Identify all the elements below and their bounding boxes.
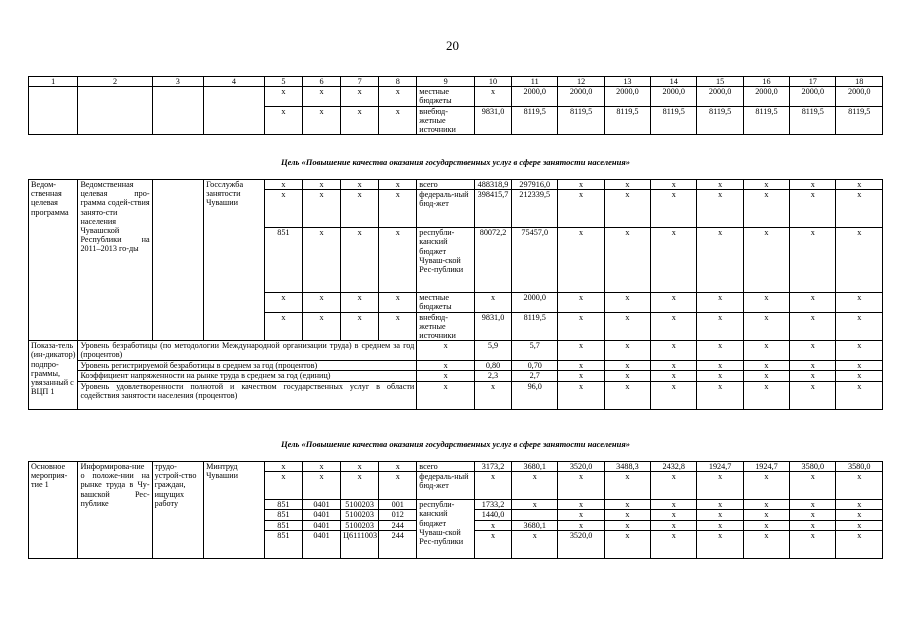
empty-cell — [29, 87, 78, 135]
cell: х — [743, 361, 789, 371]
page-number: 20 — [446, 38, 459, 53]
cell: х — [379, 106, 417, 135]
cell: х — [743, 228, 789, 293]
header-cell: 13 — [604, 77, 650, 87]
empty-cell — [152, 180, 204, 341]
cell: х — [790, 510, 836, 520]
cell: х — [743, 500, 789, 510]
cell: х — [743, 472, 789, 500]
cell: 96,0 — [512, 381, 558, 409]
cell: х — [697, 510, 743, 520]
cell: х — [604, 500, 650, 510]
cell: х — [790, 500, 836, 510]
cell: 3680,1 — [512, 520, 558, 530]
cell: х — [697, 361, 743, 371]
cell: внебюд-жетные источники — [417, 106, 475, 135]
cell: х — [417, 341, 475, 361]
cell: 2000,0 — [836, 87, 883, 106]
cell: 851 — [264, 530, 302, 558]
cell: 1733,2 — [474, 500, 511, 510]
cell: 2000,0 — [604, 87, 650, 106]
cell: местные бюджеты — [417, 87, 475, 106]
cell: х — [697, 472, 743, 500]
cell: х — [790, 341, 836, 361]
cell: х — [341, 180, 379, 190]
cell: 2000,0 — [558, 87, 604, 106]
cell: х — [604, 228, 650, 293]
source-cell: всего — [417, 180, 475, 190]
header-cell: 4 — [204, 77, 265, 87]
executor-cell: Минтруд Чувашии — [204, 462, 265, 559]
cell: х — [836, 520, 883, 530]
cell: х — [697, 293, 743, 312]
cell: х — [697, 341, 743, 361]
cell: х — [697, 530, 743, 558]
cell: х — [651, 510, 697, 520]
cell: х — [558, 180, 604, 190]
cell: х — [836, 381, 883, 409]
cell: 5,9 — [474, 341, 511, 361]
program-name-cell: Ведомственная целевая про-грамма содей-ствия занято-сти населения Чувашской Республики на 2011–2013 го-ды — [78, 180, 152, 341]
cell: 012 — [379, 510, 417, 520]
cell: х — [474, 87, 511, 106]
header-row — [29, 77, 883, 87]
cell: 2,7 — [512, 371, 558, 381]
cell: х — [379, 472, 417, 500]
executor-cell: Госслужба занятости Чувашии — [204, 180, 265, 341]
cell: х — [474, 472, 511, 500]
cell: х — [743, 520, 789, 530]
cell: х — [474, 381, 511, 409]
header-cell: 16 — [743, 77, 789, 87]
cell: 488318,9 — [474, 180, 511, 190]
cell: х — [651, 293, 697, 312]
table-row — [29, 462, 883, 472]
cell: х — [697, 500, 743, 510]
table-main-measure — [28, 461, 883, 559]
cell: х — [790, 190, 836, 228]
cell: х — [790, 371, 836, 381]
cell: х — [651, 500, 697, 510]
cell: 3580,0 — [836, 462, 883, 472]
cell: х — [651, 472, 697, 500]
cell: 3488,3 — [604, 462, 650, 472]
cell: х — [512, 472, 558, 500]
cell: х — [474, 530, 511, 558]
cell: х — [302, 228, 340, 293]
cell: х — [417, 371, 475, 381]
cell: х — [264, 462, 302, 472]
cell: х — [651, 312, 697, 341]
cell: х — [264, 472, 302, 500]
cell: х — [836, 510, 883, 520]
cell: х — [341, 190, 379, 228]
cell: х — [379, 312, 417, 341]
cell: 5,7 — [512, 341, 558, 361]
cell: 851 — [264, 228, 302, 293]
cell: 851 — [264, 520, 302, 530]
cell: х — [302, 293, 340, 312]
cell: х — [651, 371, 697, 381]
cell: 2000,0 — [697, 87, 743, 106]
cell: 3520,0 — [558, 530, 604, 558]
cell: х — [558, 510, 604, 520]
cell: х — [474, 520, 511, 530]
cell: х — [341, 87, 379, 106]
cell: 8119,5 — [790, 106, 836, 135]
cell: х — [512, 500, 558, 510]
indicator-text-cell: Коэффициент напряженности на рынке труда в среднем за год (единиц) — [78, 371, 417, 381]
table-row — [29, 361, 883, 371]
cell: х — [264, 87, 302, 106]
cell: х — [417, 361, 475, 371]
header-cell: 5 — [264, 77, 302, 87]
cell: х — [417, 381, 475, 409]
cell: х — [558, 500, 604, 510]
cell: х — [264, 180, 302, 190]
cell: х — [790, 180, 836, 190]
goal-heading: Цель «Повышение качества оказания государственных услуг в сфере занятости населения» — [280, 157, 630, 167]
cell: х — [651, 530, 697, 558]
cell: х — [743, 312, 789, 341]
cell: 2000,0 — [790, 87, 836, 106]
cell: 0,80 — [474, 361, 511, 371]
cell: х — [302, 180, 340, 190]
cell — [512, 510, 558, 520]
cell: 5100203 — [341, 500, 379, 510]
cell: х — [836, 500, 883, 510]
cell: х — [697, 228, 743, 293]
cell: 851 — [264, 510, 302, 520]
cell: 0401 — [302, 500, 340, 510]
cell: 3520,0 — [558, 462, 604, 472]
cell: х — [604, 312, 650, 341]
table-continuation — [28, 76, 883, 135]
cell: х — [836, 190, 883, 228]
cell: 1924,7 — [697, 462, 743, 472]
header-cell: 6 — [302, 77, 340, 87]
cell: 3580,0 — [790, 462, 836, 472]
cell: х — [604, 530, 650, 558]
program-type-cell: Ведом-ственная целевая программа — [29, 180, 78, 341]
cell: 398415,7 — [474, 190, 511, 228]
cell: х — [697, 381, 743, 409]
header-cell: 11 — [512, 77, 558, 87]
table-row — [29, 341, 883, 361]
cell: 8119,5 — [604, 106, 650, 135]
cell: х — [743, 190, 789, 228]
measure-name-cell: Информирова-ние о положе-нии на рынке труда в Чу-вашской Рес-публике — [78, 462, 152, 559]
cell: х — [743, 530, 789, 558]
header-cell: 14 — [651, 77, 697, 87]
cell: х — [264, 312, 302, 341]
cell: 9831,0 — [474, 312, 511, 341]
cell: х — [651, 228, 697, 293]
cell: 2000,0 — [743, 87, 789, 106]
cell: х — [790, 472, 836, 500]
header-cell: 1 — [29, 77, 78, 87]
cell: х — [697, 180, 743, 190]
cell: 2000,0 — [512, 293, 558, 312]
cell: 0401 — [302, 520, 340, 530]
cell: х — [558, 293, 604, 312]
header-cell: 18 — [836, 77, 883, 87]
cell: х — [558, 371, 604, 381]
cell: х — [790, 312, 836, 341]
cell: х — [651, 180, 697, 190]
source-cell: всего — [417, 462, 475, 472]
cell: х — [790, 361, 836, 371]
cell: х — [264, 190, 302, 228]
cell: 8119,5 — [836, 106, 883, 135]
cell: х — [379, 87, 417, 106]
header-cell: 12 — [558, 77, 604, 87]
cell: х — [379, 293, 417, 312]
source-cell: федераль-ный бюд-жет — [417, 190, 475, 228]
cell: х — [302, 472, 340, 500]
cell: 244 — [379, 530, 417, 558]
cell: х — [604, 520, 650, 530]
cell: х — [743, 293, 789, 312]
cell: х — [341, 293, 379, 312]
cell: х — [558, 341, 604, 361]
goal-heading-2: Цель «Повышение качества оказания государственных услуг в сфере занятости населения» — [280, 439, 630, 449]
cell: 1924,7 — [743, 462, 789, 472]
cell: х — [302, 190, 340, 228]
cell: 5100203 — [341, 520, 379, 530]
cell: 9831,0 — [474, 106, 511, 135]
cell: 0,70 — [512, 361, 558, 371]
cell: х — [604, 361, 650, 371]
cell: х — [836, 293, 883, 312]
cell: х — [604, 190, 650, 228]
cell: 2,3 — [474, 371, 511, 381]
source-cell: республи-канский бюджет Чуваш-ской Рес-публики — [417, 228, 475, 293]
indicator-label-cell: Показа-тель (ин-дикатор) подпро-граммы, увязанный с ВЦП 1 — [29, 341, 78, 409]
table-vcp — [28, 179, 883, 410]
cell: 3680,1 — [512, 462, 558, 472]
cell: 297916,0 — [512, 180, 558, 190]
cell: 8119,5 — [512, 312, 558, 341]
cell: 5100203 — [341, 510, 379, 520]
cell: х — [604, 381, 650, 409]
cell: х — [743, 381, 789, 409]
empty-cell — [78, 87, 152, 135]
cell: х — [651, 190, 697, 228]
cell: х — [743, 510, 789, 520]
cell: х — [302, 106, 340, 135]
cell: х — [512, 530, 558, 558]
header-cell: 10 — [474, 77, 511, 87]
cell: 1440,0 — [474, 510, 511, 520]
cell: х — [651, 341, 697, 361]
cell: х — [604, 341, 650, 361]
cell: х — [302, 462, 340, 472]
cell: х — [790, 520, 836, 530]
cell: х — [558, 472, 604, 500]
cell: х — [558, 312, 604, 341]
cell: х — [836, 341, 883, 361]
cell: х — [790, 293, 836, 312]
cell: 2000,0 — [651, 87, 697, 106]
cell: х — [474, 293, 511, 312]
cell: х — [836, 180, 883, 190]
header-cell: 15 — [697, 77, 743, 87]
cell: х — [697, 190, 743, 228]
cell: 75457,0 — [512, 228, 558, 293]
measure-type-cell: Основное мероприя-тие 1 — [29, 462, 78, 559]
cell: х — [558, 361, 604, 371]
cell: х — [790, 381, 836, 409]
cell: х — [836, 371, 883, 381]
indicator-text-cell: Уровень безработицы (по методологии Международной организации труда) в среднем за год (процентов) — [78, 341, 417, 361]
cell: 80072,2 — [474, 228, 511, 293]
header-cell: 2 — [78, 77, 152, 87]
table-row — [29, 381, 883, 409]
cell: х — [341, 228, 379, 293]
cell: х — [302, 87, 340, 106]
cell: 2432,8 — [651, 462, 697, 472]
cell: х — [836, 472, 883, 500]
cell: х — [743, 371, 789, 381]
measure-target-cell: трудо-устрой-ство граждан, ищущих работу — [152, 462, 204, 559]
cell: х — [743, 180, 789, 190]
header-cell: 9 — [417, 77, 475, 87]
cell: 8119,5 — [743, 106, 789, 135]
cell: Ц6111003 — [341, 530, 379, 558]
cell: х — [604, 472, 650, 500]
cell: х — [264, 293, 302, 312]
indicator-text-cell: Уровень удовлетворенности полнотой и качеством государственных услуг в области содействия занятости населения (процентов) — [78, 381, 417, 409]
cell: х — [558, 520, 604, 530]
cell: х — [790, 530, 836, 558]
cell: х — [743, 341, 789, 361]
cell: 244 — [379, 520, 417, 530]
cell: х — [379, 190, 417, 228]
source-cell: республи-канский бюджет Чуваш-ской Рес-публики — [417, 500, 475, 559]
cell: х — [558, 190, 604, 228]
cell: 8119,5 — [651, 106, 697, 135]
cell: 3173,2 — [474, 462, 511, 472]
cell: х — [379, 462, 417, 472]
cell: х — [341, 106, 379, 135]
cell: х — [604, 180, 650, 190]
cell: х — [836, 361, 883, 371]
cell: 212339,5 — [512, 190, 558, 228]
header-cell: 17 — [790, 77, 836, 87]
cell: х — [302, 312, 340, 341]
cell: х — [697, 312, 743, 341]
cell: х — [651, 381, 697, 409]
cell: х — [651, 361, 697, 371]
cell: 8119,5 — [512, 106, 558, 135]
empty-cell — [204, 87, 265, 135]
cell: 2000,0 — [512, 87, 558, 106]
cell: х — [697, 520, 743, 530]
cell: х — [558, 228, 604, 293]
cell: х — [697, 371, 743, 381]
table-row — [29, 371, 883, 381]
table-row — [29, 180, 883, 190]
source-cell: федераль-ный бюд-жет — [417, 472, 475, 500]
source-cell: местные бюджеты — [417, 293, 475, 312]
cell: х — [341, 462, 379, 472]
indicator-text-cell: Уровень регистрируемой безработицы в среднем за год (процентов) — [78, 361, 417, 371]
cell: х — [341, 472, 379, 500]
cell: х — [604, 510, 650, 520]
cell: 851 — [264, 500, 302, 510]
cell: х — [836, 312, 883, 341]
cell: 0401 — [302, 530, 340, 558]
cell: 8119,5 — [558, 106, 604, 135]
cell: х — [836, 530, 883, 558]
header-cell: 3 — [152, 77, 204, 87]
header-cell: 7 — [341, 77, 379, 87]
cell: х — [379, 228, 417, 293]
cell: х — [558, 381, 604, 409]
cell: х — [379, 180, 417, 190]
empty-cell — [152, 87, 204, 135]
table-row — [29, 87, 883, 106]
cell: х — [836, 228, 883, 293]
cell: х — [790, 228, 836, 293]
cell: х — [604, 293, 650, 312]
cell: х — [264, 106, 302, 135]
cell: 8119,5 — [697, 106, 743, 135]
header-cell: 8 — [379, 77, 417, 87]
cell: 001 — [379, 500, 417, 510]
cell: х — [604, 371, 650, 381]
source-cell: внебюд-жетные источники — [417, 312, 475, 341]
cell: 0401 — [302, 510, 340, 520]
cell: х — [341, 312, 379, 341]
cell: х — [651, 520, 697, 530]
